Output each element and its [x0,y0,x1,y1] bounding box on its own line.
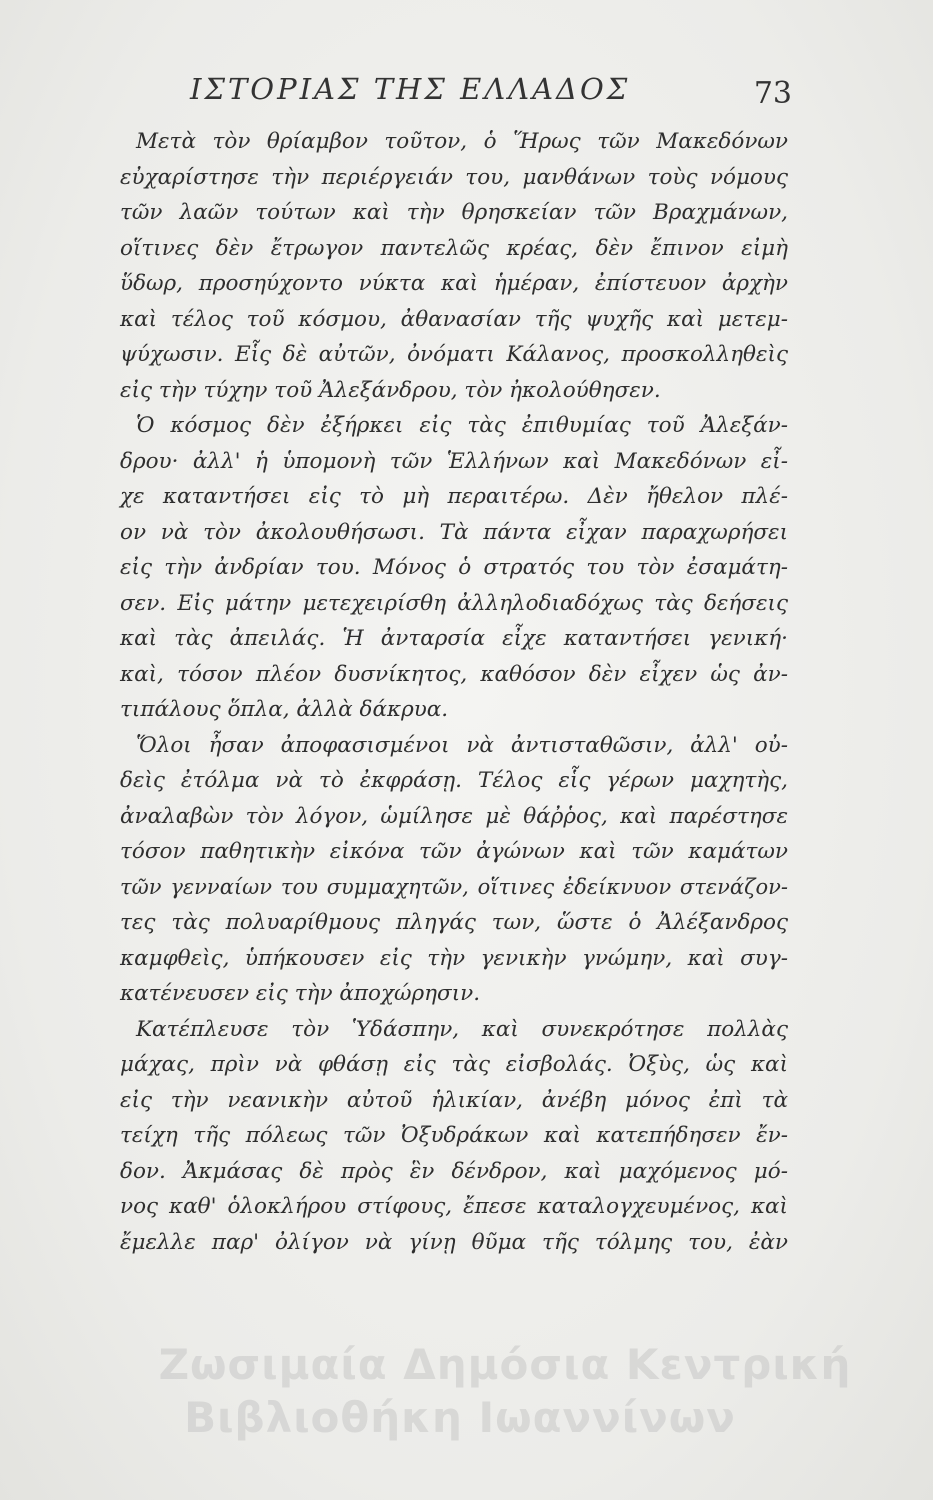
text-line: χε καταντήσει εἰς τὸ μὴ περαιτέρω. Δὲν ἤθελον πλέ- [120,484,788,509]
text-line: οἵτινες δὲν ἔτρωγον παντελῶς κρέας, δὲν ἔπινον εἰμὴ [120,235,788,261]
text-line: ὕδωρ, προσηύχοντο νύκτα καὶ ἡμέραν, ἐπίστευον ἀρχὴν [120,271,788,296]
text-line: εἰς τὴν τύχην τοῦ Ἀλεξάνδρου, τὸν ἠκολούθησεν. [120,377,661,403]
text-line: τόσον παθητικὴν εἰκόνα τῶν ἀγώνων καὶ τῶν καμάτων [120,839,788,864]
text-line: ἔμελλε παρ' ὀλίγον νὰ γίνῃ θῦμα τῆς τόλμης του, ἐὰν [120,1229,788,1255]
text-line: καμφθεὶς, ὑπήκουσεν εἰς τὴν γενικὴν γνώμην, καὶ συγ- [120,945,788,971]
text-line: καὶ, τόσον πλέον δυσνίκητος, καθόσον δὲν εἶχεν ὡς ἀν- [120,661,788,687]
text-line: τῶν γενναίων του συμμαχητῶν, οἵτινες ἐδείκνυον στενάζον- [120,874,788,899]
running-head: ΙΣΤΟΡΙΑΣ ΤΗΣ ΕΛΛΑΔΟΣ [190,72,631,106]
text-line: τείχη τῆς πόλεως τῶν Ὀξυδράκων καὶ κατεπήδησεν ἔν- [120,1123,788,1148]
text-line: σεν. Εἰς μάτην μετεχειρίσθη ἀλληλοδιαδόχως τὰς δεήσεις [120,590,788,616]
library-watermark-line1: Ζωσιμαία Δημόσια Κεντρική [158,1340,852,1389]
text-line: Ὁ κόσμος δὲν ἐξήρκει εἰς τὰς ἐπιθυμίας τοῦ Ἀλεξάν- [136,413,788,438]
text-line: εἰς τὴν ἀνδρίαν του. Μόνος ὁ στρατός του τὸν ἐσαμάτη- [120,555,788,580]
text-line: μάχας, πρὶν νὰ φθάσῃ εἰς τὰς εἰσβολάς. Ὀξὺς, ὡς καὶ [120,1052,788,1077]
page-header [120,72,792,112]
body-text [120,124,788,1260]
text-line: ἀναλαβὼν τὸν λόγον, ὡμίλησε μὲ θάῤῥος, καὶ παρέστησε [120,803,788,829]
text-line: ον νὰ τὸν ἀκολουθήσωσι. Τὰ πάντα εἶχαν παραχωρήσει [120,519,788,545]
text-line: τες τὰς πολυαρίθμους πληγάς των, ὥστε ὁ Ἀλέξανδρος [120,910,788,935]
text-line: δεὶς ἐτόλμα νὰ τὸ ἐκφράσῃ. Τέλος εἷς γέρων μαχητὴς, [120,768,788,793]
text-line: καὶ τὰς ἀπειλάς. Ἡ ἀνταρσία εἶχε καταντήσει γενική· [120,626,788,651]
library-watermark-line2: Βιβλιοθήκη Ιωαννίνων [184,1393,736,1442]
text-line: ψύχωσιν. Εἷς δὲ αὐτῶν, ὀνόματι Κάλανος, προσκολληθεὶς [120,342,788,367]
text-line: εὐχαρίστησε τὴν περιέργειάν του, μανθάνων τοὺς νόμους [120,164,788,190]
page-number: 73 [753,76,792,111]
text-line: κατένευσεν εἰς τὴν ἀποχώρησιν. [120,981,481,1006]
text-line: νος καθ' ὁλοκλήρου στίφους, ἔπεσε καταλογχευμένος, καὶ [120,1194,788,1219]
text-line: Κατέπλευσε τὸν Ὑδάσπην, καὶ συνεκρότησε πολλὰς [136,1016,788,1042]
text-line: δρου· ἀλλ' ἡ ὑπομονὴ τῶν Ἑλλήνων καὶ Μακεδόνων εἶ- [120,448,788,474]
text-line: δον. Ἀκμάσας δὲ πρὸς ἓν δένδρον, καὶ μαχόμενος μό- [120,1158,788,1184]
text-line: τιπάλους ὅπλα, ἀλλὰ δάκρυα. [120,697,449,722]
text-line: τῶν λαῶν τούτων καὶ τὴν θρησκείαν τῶν Βραχμάνων, [120,200,788,225]
text-line: εἰς τὴν νεανικὴν αὐτοῦ ἡλικίαν, ἀνέβη μόνος ἐπὶ τὰ [120,1087,788,1113]
text-line: καὶ τέλος τοῦ κόσμου, ἀθανασίαν τῆς ψυχῆς καὶ μετεμ- [120,306,788,332]
text-line: Ὅλοι ἦσαν ἀποφασισμένοι νὰ ἀντισταθῶσιν, ἀλλ' οὐ- [136,732,788,758]
text-line: Μετὰ τὸν θρίαμβον τοῦτον, ὁ Ἥρως τῶν Μακεδόνων [136,129,788,154]
